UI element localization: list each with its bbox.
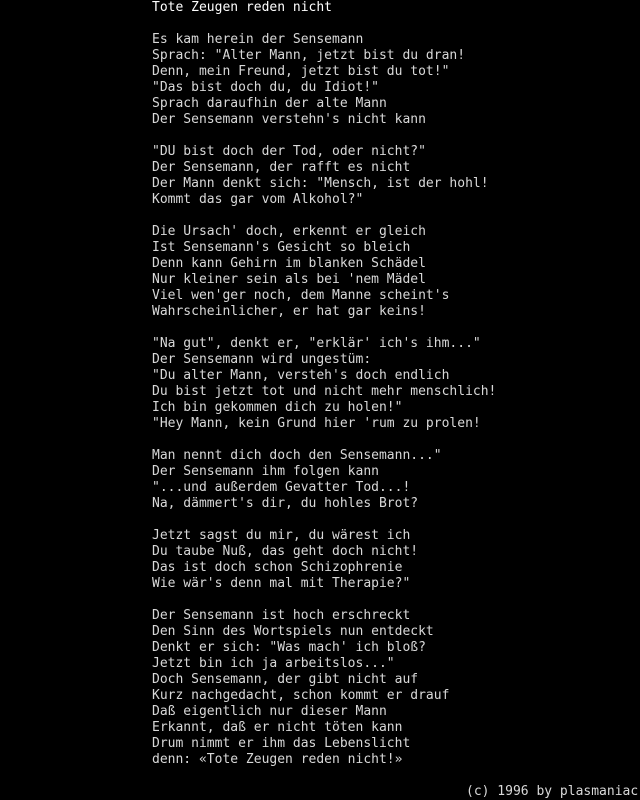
poem-line: Es kam herein der Sensemann [152, 32, 364, 47]
poem-body [152, 32, 632, 768]
poem-line: Erkannt, daß er nicht töten kann [152, 720, 403, 735]
poem-line: Du taube Nuß, das geht doch nicht! [152, 544, 419, 559]
stanza-gap [152, 592, 632, 608]
poem-line: "Hey Mann, kein Grund hier 'rum zu prolen! [152, 416, 481, 431]
poem-line: Kommt das gar vom Alkohol?" [152, 192, 364, 207]
stanza [152, 608, 632, 768]
poem-line: Sprach: "Alter Mann, jetzt bist du dran! [152, 48, 466, 63]
poem-title: Tote Zeugen reden nicht [152, 0, 333, 15]
poem-line: Drum nimmt er ihm das Lebenslicht [152, 736, 411, 751]
poem-line: Kurz nachgedacht, schon kommt er drauf [152, 688, 450, 703]
copyright-notice: (c) 1996 by plasmaniac [466, 784, 639, 799]
poem-line: Jetzt bin ich ja arbeitslos..." [152, 656, 395, 671]
stanza-gap [152, 512, 632, 528]
poem-line: "DU bist doch der Tod, oder nicht?" [152, 144, 426, 159]
stanza-gap [152, 432, 632, 448]
poem-line: Den Sinn des Wortspiels nun entdeckt [152, 624, 434, 639]
poem-line: Doch Sensemann, der gibt nicht auf [152, 672, 419, 687]
poem-line: Der Sensemann ihm folgen kann [152, 464, 379, 479]
poem-line: Sprach daraufhin der alte Mann [152, 96, 387, 111]
poem-line: Das ist doch schon Schizophrenie [152, 560, 403, 575]
poem-line: Der Sensemann wird ungestüm: [152, 352, 372, 367]
poem-line: Wahrscheinlicher, er hat gar keins! [152, 304, 426, 319]
stanza-gap [152, 208, 632, 224]
stanza [152, 528, 632, 592]
stanza [152, 336, 632, 432]
poem-line: Der Mann denkt sich: "Mensch, ist der hohl! [152, 176, 489, 191]
poem-line: Jetzt sagst du mir, du wärest ich [152, 528, 411, 543]
poem-line: "Na gut", denkt er, "erklär' ich's ihm..." [152, 336, 481, 351]
poem-line: Ich bin gekommen dich zu holen!" [152, 400, 403, 415]
poem-line: Denn kann Gehirn im blanken Schädel [152, 256, 426, 271]
poem-line: "Das bist doch du, du Idiot!" [152, 80, 379, 95]
poem-line: "...und außerdem Gevatter Tod...! [152, 480, 411, 495]
poem-line: Die Ursach' doch, erkennt er gleich [152, 224, 426, 239]
poem-line: Denn, mein Freund, jetzt bist du tot!" [152, 64, 450, 79]
poem-line: "Du alter Mann, versteh's doch endlich [152, 368, 450, 383]
poem-line: Der Sensemann, der rafft es nicht [152, 160, 411, 175]
poem-line: denn: «Tote Zeugen reden nicht!» [152, 752, 403, 767]
stanza [152, 224, 632, 320]
poem-line: Wie wär's denn mal mit Therapie?" [152, 576, 411, 591]
stanza [152, 448, 632, 512]
stanza [152, 144, 632, 208]
stanza [152, 32, 632, 128]
poem-line: Der Sensemann ist hoch erschreckt [152, 608, 411, 623]
poem-line: Viel wen'ger noch, dem Manne scheint's [152, 288, 450, 303]
poem-line: Man nennt dich doch den Sensemann..." [152, 448, 442, 463]
poem-line: Daß eigentlich nur dieser Mann [152, 704, 387, 719]
poem-line: Nur kleiner sein als bei 'nem Mädel [152, 272, 426, 287]
poem-line: Ist Sensemann's Gesicht so bleich [152, 240, 411, 255]
poem-line: Du bist jetzt tot und nicht mehr menschlich! [152, 384, 497, 399]
poem-line: Na, dämmert's dir, du hohles Brot? [152, 496, 419, 511]
stanza-gap [152, 128, 632, 144]
stanza-gap [152, 320, 632, 336]
poem-line: Denkt er sich: "Was mach' ich bloß? [152, 640, 426, 655]
poem-line: Der Sensemann verstehn's nicht kann [152, 112, 426, 127]
